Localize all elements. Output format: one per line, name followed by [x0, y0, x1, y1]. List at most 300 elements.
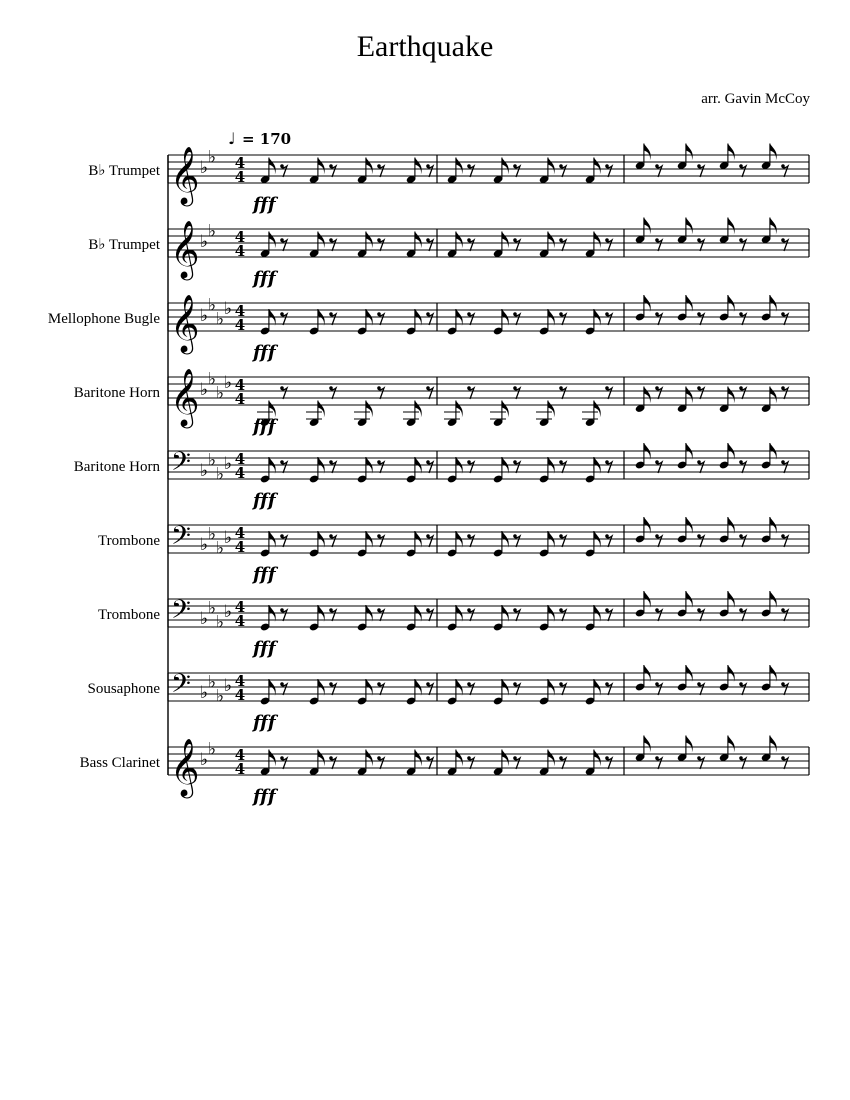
eighth-note — [444, 401, 463, 428]
eighth-rest-dot — [781, 386, 785, 390]
eighth-note — [493, 457, 509, 484]
flat-icon: ♭ — [200, 232, 209, 252]
eighth-note — [260, 679, 276, 706]
instrument-name: Baritone Horn — [73, 459, 160, 475]
eighth-note — [585, 158, 601, 185]
eighth-note — [493, 158, 509, 185]
eighth-note — [585, 750, 601, 777]
note-flag — [644, 387, 651, 404]
flat-icon: ♭ — [208, 147, 217, 168]
eighth-rest-dot — [655, 238, 659, 242]
staff — [74, 443, 809, 511]
eighth-rest-dot — [655, 682, 659, 686]
eighth-note — [406, 158, 422, 185]
note-flag — [594, 158, 601, 175]
note-flag — [502, 401, 509, 418]
note-flag — [415, 309, 422, 326]
flat-icon: ♭ — [208, 450, 217, 471]
time-signature-denominator: 4 — [234, 242, 246, 260]
eighth-note — [761, 218, 777, 245]
eighth-note — [761, 517, 777, 544]
note-flag — [456, 457, 463, 474]
time-signature-numerator: 4 — [234, 228, 246, 246]
eighth-note — [719, 443, 735, 470]
eighth-rest-dot — [513, 386, 517, 390]
note-flag — [366, 679, 373, 696]
flat-icon: ♭ — [216, 686, 225, 707]
eighth-rest-dot — [426, 756, 430, 760]
note-flag — [318, 232, 325, 249]
note-flag — [770, 144, 777, 161]
eighth-note — [635, 144, 651, 171]
eighth-note — [539, 309, 555, 336]
eighth-note — [309, 457, 325, 484]
eighth-rest-dot — [559, 164, 563, 168]
note-flag — [548, 401, 555, 418]
eighth-note — [354, 401, 373, 428]
eighth-note — [493, 309, 509, 336]
note-flag — [686, 517, 693, 534]
time-signature-denominator: 4 — [234, 464, 246, 482]
eighth-note — [306, 401, 325, 428]
note-flag — [548, 605, 555, 622]
note-flag — [548, 531, 555, 548]
eighth-rest-dot — [377, 756, 381, 760]
note-flag — [456, 531, 463, 548]
note-flag — [318, 679, 325, 696]
eighth-rest-dot — [739, 534, 743, 538]
eighth-rest-dot — [781, 608, 785, 612]
eighth-rest-dot — [697, 608, 701, 612]
eighth-rest-dot — [377, 534, 381, 538]
eighth-rest-dot — [655, 534, 659, 538]
eighth-note — [493, 531, 509, 558]
note-flag — [415, 158, 422, 175]
bass-clef-icon: 𝄢 — [171, 595, 191, 631]
note-flag — [644, 443, 651, 460]
eighth-note — [719, 591, 735, 618]
flat-icon: ♭ — [208, 369, 217, 390]
note-flag — [456, 232, 463, 249]
eighth-rest-dot — [605, 238, 609, 242]
eighth-note — [403, 401, 422, 428]
dynamic-marking: fff — [253, 490, 276, 511]
time-signature-denominator: 4 — [234, 538, 246, 556]
instrument-name: B♭ Trumpet — [88, 163, 160, 179]
instrument-name: Mellophone Bugle — [47, 311, 160, 327]
eighth-rest-dot — [513, 682, 517, 686]
eighth-note — [585, 679, 601, 706]
flat-icon: ♭ — [208, 221, 217, 242]
eighth-rest-dot — [697, 164, 701, 168]
eighth-rest-dot — [781, 682, 785, 686]
flat-icon: ♭ — [224, 454, 233, 474]
eighth-note — [677, 218, 693, 245]
eighth-note — [677, 295, 693, 322]
eighth-rest-dot — [513, 608, 517, 612]
eighth-note — [539, 457, 555, 484]
eighth-rest-dot — [467, 608, 471, 612]
staff — [88, 665, 810, 733]
note-flag — [594, 679, 601, 696]
note-flag — [594, 750, 601, 767]
eighth-note — [357, 232, 373, 259]
note-flag — [366, 158, 373, 175]
eighth-note — [260, 750, 276, 777]
eighth-rest-dot — [426, 682, 430, 686]
eighth-note — [539, 679, 555, 706]
eighth-note — [719, 736, 735, 763]
note-flag — [548, 232, 555, 249]
eighth-note — [635, 591, 651, 618]
eighth-note — [719, 517, 735, 544]
eighth-rest-dot — [513, 238, 517, 242]
note-flag — [502, 309, 509, 326]
eighth-rest-dot — [377, 238, 381, 242]
eighth-note — [536, 401, 555, 428]
note-flag — [686, 144, 693, 161]
eighth-note — [406, 457, 422, 484]
note-flag — [502, 750, 509, 767]
staff — [80, 736, 809, 808]
time-signature-numerator: 4 — [234, 302, 246, 320]
instrument-name: Bass Clarinet — [79, 755, 160, 771]
eighth-rest-dot — [559, 312, 563, 316]
eighth-rest-dot — [559, 386, 563, 390]
eighth-rest-dot — [280, 460, 284, 464]
eighth-note — [309, 750, 325, 777]
note-flag — [728, 218, 735, 235]
eighth-note — [493, 750, 509, 777]
eighth-note — [719, 144, 735, 171]
flat-icon: ♭ — [224, 299, 233, 319]
note-flag — [548, 457, 555, 474]
dynamic-marking: fff — [253, 712, 276, 733]
eighth-note — [539, 605, 555, 632]
eighth-rest-dot — [377, 460, 381, 464]
eighth-rest-dot — [467, 386, 471, 390]
note-flag — [269, 679, 276, 696]
note-flag — [594, 232, 601, 249]
eighth-rest-dot — [329, 312, 333, 316]
note-flag — [502, 457, 509, 474]
instrument-name: Sousaphone — [87, 681, 160, 697]
note-flag — [728, 517, 735, 534]
note-flag — [770, 387, 777, 404]
time-signature-numerator: 4 — [234, 598, 246, 616]
score-title: Earthquake — [356, 30, 494, 63]
instrument-name: Trombone — [98, 533, 160, 549]
eighth-rest-dot — [655, 460, 659, 464]
dynamic-marking: fff — [253, 416, 276, 437]
time-signature-numerator: 4 — [234, 524, 246, 542]
eighth-note — [493, 232, 509, 259]
note-flag — [415, 605, 422, 622]
eighth-note — [635, 295, 651, 322]
note-flag — [770, 736, 777, 753]
eighth-note — [357, 679, 373, 706]
eighth-rest-dot — [781, 238, 785, 242]
eighth-rest-dot — [559, 238, 563, 242]
note-flag — [318, 457, 325, 474]
flat-icon: ♭ — [200, 380, 209, 400]
note-flag — [269, 232, 276, 249]
note-flag — [770, 591, 777, 608]
eighth-rest-dot — [426, 534, 430, 538]
staff — [98, 517, 809, 585]
time-signature-numerator: 4 — [234, 376, 246, 394]
eighth-note — [447, 750, 463, 777]
eighth-rest-dot — [513, 460, 517, 464]
eighth-note — [677, 736, 693, 763]
eighth-rest-dot — [739, 238, 743, 242]
note-flag — [644, 517, 651, 534]
eighth-note — [406, 605, 422, 632]
flat-icon: ♭ — [216, 383, 225, 404]
note-flag — [415, 531, 422, 548]
eighth-note — [406, 309, 422, 336]
eighth-note — [635, 517, 651, 544]
note-flag — [502, 232, 509, 249]
eighth-rest-dot — [739, 460, 743, 464]
treble-clef-icon: 𝄞 — [170, 294, 200, 352]
eighth-note — [585, 232, 601, 259]
note-flag — [318, 750, 325, 767]
note-flag — [548, 158, 555, 175]
eighth-rest-dot — [467, 238, 471, 242]
time-signature-numerator: 4 — [234, 154, 246, 172]
eighth-note — [447, 605, 463, 632]
eighth-note — [582, 401, 601, 428]
eighth-note — [539, 531, 555, 558]
eighth-rest-dot — [739, 756, 743, 760]
note-flag — [644, 144, 651, 161]
eighth-rest-dot — [513, 756, 517, 760]
eighth-note — [719, 665, 735, 692]
eighth-rest-dot — [329, 534, 333, 538]
note-flag — [644, 218, 651, 235]
flat-icon: ♭ — [200, 158, 209, 178]
note-flag — [415, 401, 422, 418]
eighth-note — [447, 309, 463, 336]
treble-clef-icon: 𝄞 — [170, 146, 200, 204]
eighth-note — [260, 158, 276, 185]
eighth-note — [447, 158, 463, 185]
flat-icon: ♭ — [208, 598, 217, 619]
eighth-note — [585, 457, 601, 484]
eighth-note — [635, 218, 651, 245]
score-system — [48, 144, 809, 808]
flat-icon: ♭ — [208, 524, 217, 545]
flat-icon: ♭ — [200, 535, 209, 555]
eighth-rest-dot — [697, 386, 701, 390]
note-flag — [728, 443, 735, 460]
eighth-note — [761, 295, 777, 322]
eighth-rest-dot — [280, 386, 284, 390]
dynamic-marking: fff — [253, 268, 276, 289]
eighth-note — [585, 605, 601, 632]
eighth-note — [309, 158, 325, 185]
note-flag — [318, 401, 325, 418]
eighth-rest-dot — [605, 682, 609, 686]
eighth-note — [260, 605, 276, 632]
note-flag — [686, 295, 693, 312]
eighth-note — [260, 232, 276, 259]
eighth-rest-dot — [655, 312, 659, 316]
eighth-note — [493, 605, 509, 632]
eighth-note — [447, 679, 463, 706]
note-flag — [644, 736, 651, 753]
eighth-rest-dot — [697, 460, 701, 464]
eighth-rest-dot — [329, 756, 333, 760]
eighth-note — [539, 158, 555, 185]
note-flag — [456, 750, 463, 767]
eighth-note — [539, 232, 555, 259]
note-flag — [644, 665, 651, 682]
note-flag — [686, 591, 693, 608]
flat-icon: ♭ — [200, 461, 209, 481]
eighth-rest-dot — [377, 312, 381, 316]
eighth-note — [309, 679, 325, 706]
eighth-rest-dot — [329, 682, 333, 686]
eighth-rest-dot — [329, 238, 333, 242]
note-flag — [770, 665, 777, 682]
eighth-note — [309, 605, 325, 632]
note-flag — [686, 387, 693, 404]
note-flag — [686, 443, 693, 460]
eighth-note — [677, 144, 693, 171]
eighth-rest-dot — [781, 756, 785, 760]
eighth-rest-dot — [467, 312, 471, 316]
eighth-note — [635, 443, 651, 470]
treble-clef-icon: 𝄞 — [170, 738, 200, 796]
eighth-rest-dot — [280, 608, 284, 612]
note-flag — [456, 679, 463, 696]
note-flag — [456, 158, 463, 175]
eighth-rest-dot — [329, 386, 333, 390]
note-flag — [456, 309, 463, 326]
eighth-note — [260, 531, 276, 558]
eighth-rest-dot — [426, 608, 430, 612]
time-signature-numerator: 4 — [234, 672, 246, 690]
note-flag — [728, 144, 735, 161]
eighth-note — [406, 679, 422, 706]
eighth-rest-dot — [781, 164, 785, 168]
note-flag — [770, 295, 777, 312]
instrument-name: Baritone Horn — [73, 385, 160, 401]
tempo-text: = 170 — [242, 130, 292, 148]
note-flag — [770, 218, 777, 235]
eighth-rest-dot — [739, 312, 743, 316]
time-signature-denominator: 4 — [234, 168, 246, 186]
eighth-rest-dot — [426, 238, 430, 242]
time-signature-denominator: 4 — [234, 390, 246, 408]
eighth-note — [447, 232, 463, 259]
note-flag — [770, 517, 777, 534]
arranger-credit: arr. Gavin McCoy — [701, 91, 810, 107]
note-flag — [415, 750, 422, 767]
eighth-rest-dot — [739, 386, 743, 390]
eighth-note — [539, 750, 555, 777]
note-flag — [686, 218, 693, 235]
eighth-note — [635, 387, 651, 414]
eighth-rest-dot — [280, 756, 284, 760]
eighth-note — [719, 387, 735, 414]
eighth-rest-dot — [467, 534, 471, 538]
treble-clef-icon: 𝄞 — [170, 220, 200, 278]
time-signature-denominator: 4 — [234, 760, 246, 778]
eighth-note — [761, 387, 777, 414]
dynamic-marking: fff — [253, 638, 276, 659]
eighth-rest-dot — [697, 238, 701, 242]
eighth-rest-dot — [739, 682, 743, 686]
note-flag — [269, 531, 276, 548]
dynamic-marking: fff — [253, 786, 276, 807]
note-flag — [686, 665, 693, 682]
flat-icon: ♭ — [200, 750, 209, 770]
tempo-marking — [228, 129, 291, 148]
eighth-note — [357, 750, 373, 777]
eighth-rest-dot — [655, 386, 659, 390]
eighth-note — [493, 679, 509, 706]
note-flag — [644, 591, 651, 608]
note-flag — [548, 750, 555, 767]
eighth-note — [357, 309, 373, 336]
time-signature-denominator: 4 — [234, 316, 246, 334]
note-flag — [366, 401, 373, 418]
eighth-rest-dot — [280, 312, 284, 316]
eighth-rest-dot — [426, 386, 430, 390]
eighth-note — [677, 665, 693, 692]
eighth-rest-dot — [697, 756, 701, 760]
note-flag — [502, 531, 509, 548]
eighth-note — [677, 387, 693, 414]
flat-icon: ♭ — [216, 538, 225, 559]
note-flag — [548, 679, 555, 696]
eighth-note — [719, 218, 735, 245]
eighth-rest-dot — [513, 534, 517, 538]
note-flag — [502, 679, 509, 696]
note-flag — [456, 605, 463, 622]
eighth-rest-dot — [697, 312, 701, 316]
note-flag — [318, 605, 325, 622]
note-flag — [548, 309, 555, 326]
eighth-note — [406, 750, 422, 777]
eighth-note — [357, 457, 373, 484]
eighth-rest-dot — [426, 460, 430, 464]
flat-icon: ♭ — [216, 612, 225, 633]
eighth-note — [406, 531, 422, 558]
flat-icon: ♭ — [224, 676, 233, 696]
eighth-rest-dot — [605, 460, 609, 464]
flat-icon: ♭ — [200, 609, 209, 629]
note-flag — [502, 158, 509, 175]
note-flag — [318, 158, 325, 175]
bass-clef-icon: 𝄢 — [171, 669, 191, 705]
note-flag — [318, 309, 325, 326]
eighth-note — [761, 443, 777, 470]
eighth-note — [260, 309, 276, 336]
eighth-rest-dot — [559, 534, 563, 538]
eighth-note — [719, 295, 735, 322]
eighth-rest-dot — [467, 756, 471, 760]
note-flag — [366, 531, 373, 548]
eighth-rest-dot — [559, 608, 563, 612]
note-flag — [502, 605, 509, 622]
eighth-rest-dot — [280, 534, 284, 538]
eighth-note — [761, 665, 777, 692]
note-flag — [366, 605, 373, 622]
